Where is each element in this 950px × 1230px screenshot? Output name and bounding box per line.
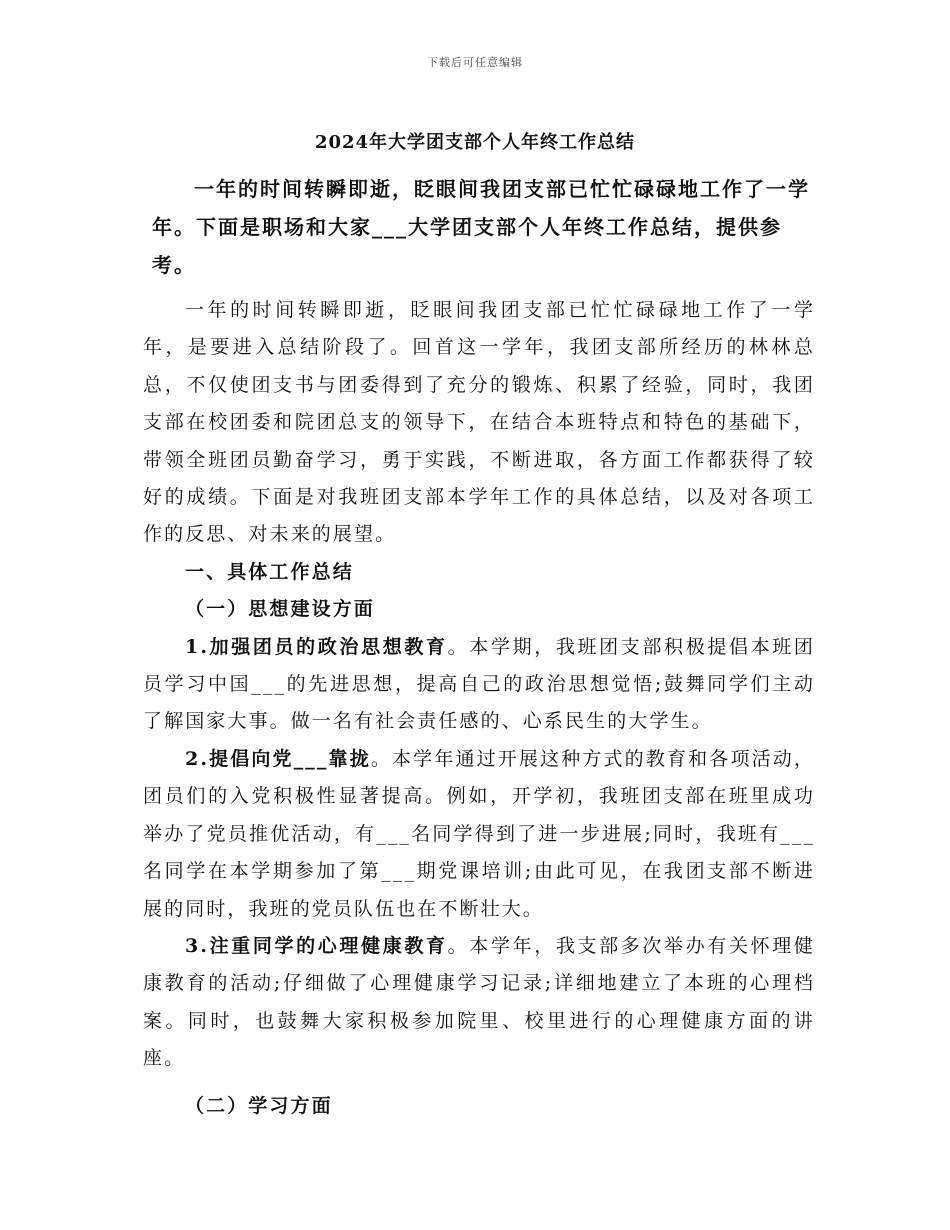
list-item-lead: 1.加强团员的政治思想教育	[185, 635, 448, 658]
list-item-text: 。本学期，我班团支部积极提倡本班团员学习中国___的先进思想，提高自己的政治思想觉悟;鼓舞同学们主动了解国家大事。做一名有社会责任感的、心系民生的大学生。	[143, 635, 816, 733]
list-item	[143, 741, 815, 928]
list-item	[143, 629, 815, 741]
list-item-text: 。本学年通过开展这种方式的教育和各项活动，团员们的入党积极性显著提高。例如，开学初，我班团支部在班里成功举办了党员推优活动，有___名同学得到了进一步进展;同时，我班有___名同学在本学期参加了第___期党课培训;由此可见，在我团支部不断进展的同时，我班的党员队伍也在不断壮大。	[143, 747, 815, 920]
body-paragraph: 一年的时间转瞬即逝，眨眼间我团支部已忙忙碌碌地工作了一学年，是要进入总结阶段了。回首这一学年，我团支部所经历的林林总总，不仅使团支书与团委得到了充分的锻炼、积累了经验，同时，我团支部在校团委和院团总支的领导下，在结合本班特点和特色的基础下，带领全班团员勤奋学习，勇于实践，不断进取，各方面工作都获得了较好的成绩。下面是对我班团支部本学年工作的具体总结，以及对各项工作的反思、对未来的展望。	[143, 299, 815, 546]
list-item	[143, 928, 815, 1078]
intro-paragraph: 一年的时间转瞬即逝，眨眼间我团支部已忙忙碌碌地工作了一学年。下面是职场和大家___大学团支部个人年终工作总结，提供参考。	[152, 177, 810, 277]
list-item-text: 。本学年，我支部多次举办有关怀理健康教育的活动;仔细做了心理健康学习记录;详细地建立了本班的心理档案。同时，也鼓舞大家积极参加院里、校里进行的心理健康方面的讲座。	[143, 934, 816, 1070]
subsection-heading: （一）思想建设方面	[185, 598, 375, 621]
list-item-lead: 3.注重同学的心理健康教育	[185, 934, 448, 957]
list-item-lead: 2.提倡向党___靠拢	[185, 747, 371, 770]
section-heading: 一、具体工作总结	[185, 560, 354, 583]
spacer	[143, 1078, 815, 1088]
subsection-heading: （二）学习方面	[185, 1094, 333, 1117]
page-header: 下载后可任意编辑	[427, 56, 523, 69]
document-title: 2024年大学团支部个人年终工作总结	[314, 132, 636, 153]
document-body	[143, 292, 815, 1125]
